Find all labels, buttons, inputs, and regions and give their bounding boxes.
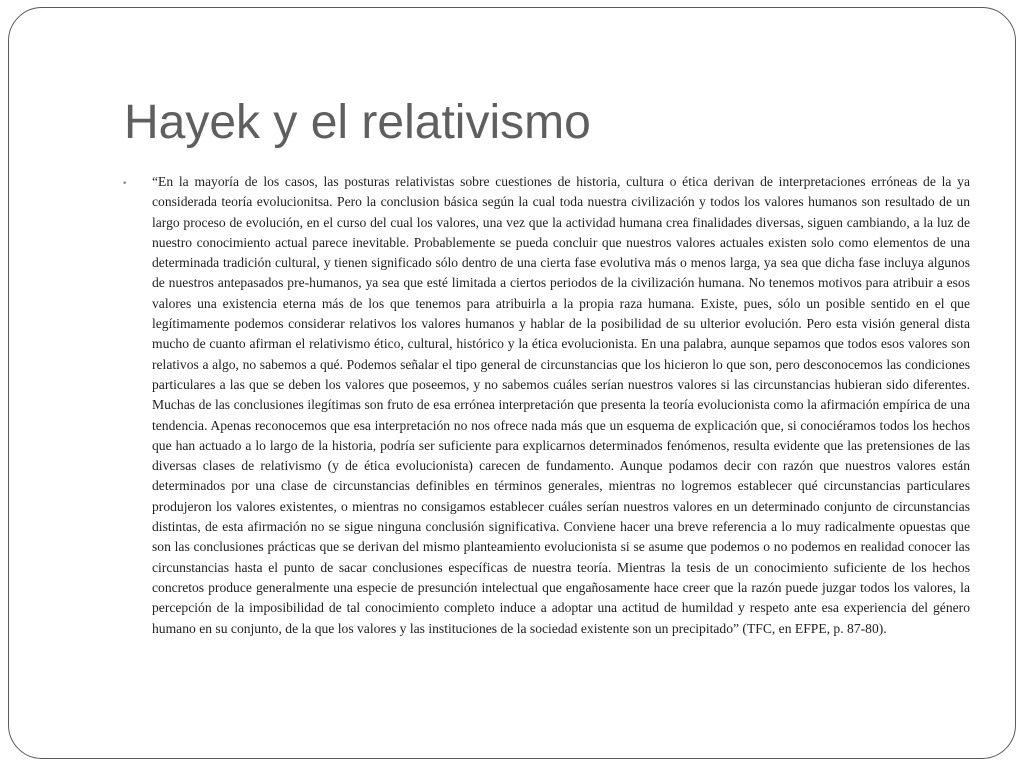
slide-frame <box>8 7 1016 759</box>
bullet-marker: • <box>122 179 128 189</box>
slide-title: Hayek y el relativismo <box>124 96 591 149</box>
quote-paragraph: “En la mayoría de los casos, las posturas relativistas sobre cuestiones de historia, cultura o ética derivan de interpretaciones erróneas de la ya considerada teoría evolucionitsa. Pero la conclusion básica según la cual toda nuestra civilización y todos los valores humanos son resultado de un largo proceso de evolución, en el curso del cual los valores, una vez que la actividad humana crea finalidades diversas, siguen cambiando, a la luz de nuestro conocimiento actual parece inevitable. Probablemente se pueda concluir que nuestros valores actuales existen solo como elementos de una determinada tradición cultural, y tienen significado sólo dentro de una cierta fase evolutiva más o menos larga, ya sea que dicha fase incluya algunos de nuestros antepasados pre-humanos, ya sea que esté limitada a ciertos periodos de la civilización humana. No tenemos motivos para atribuir a esos valores una existencia eterna más de los que tenemos para atribuirla a la propia raza humana. Existe, pues, sólo un posible sentido en el que legítimamente podemos considerar relativos los valores humanos y hablar de la posibilidad de su ulterior evolución. Pero esta visión general dista mucho de cuanto afirman el relativismo ético, cultural, histórico y la ética evolucionista. En una palabra, aunque sepamos que todos esos valores son relativos a algo, no sabemos a qué. Podemos señalar el tipo general de circunstancias que los hicieron lo que son, pero desconocemos las condiciones particulares a las que se deben los valores que poseemos, y no sabemos cuáles serían nuestros valores si las circunstancias hubieran sido diferentes. Muchas de las conclusiones ilegítimas son fruto de esa errónea interpretación que presenta la teoría evolucionista como la afirmación empírica de una tendencia. Apenas reconocemos que esa interpretación no nos ofrece nada más que un esquema de explicación que, si conociéramos todos los hechos que han actuado a lo largo de la historia, podría ser suficiente para explicarnos determinados fenómenos, resulta evidente que las pretensiones de las diversas clases de relativismo (y de ética evolucionista) carecen de fundamento. Aunque podamos decir con razón que nuestros valores están determinados por una clase de circunstancias definibles en términos generales, mientras no logremos establecer qué circunstancias particulares produjeron los valores existentes, o mientras no consigamos establecer cuáles serían nuestros valores en un determinado conjunto de circunstancias distintas, de esta afirmación no se sigue ninguna conclusión significativa. Conviene hacer una breve referencia a lo muy radicalmente opuestas que son las conclusiones prácticas que se derivan del mismo planteamiento evolucionista si se asume que podemos o no podemos en realidad conocer las circunstancias hasta el punto de sacar conclusiones específicas de nuestra teoría. Mientras la tesis de un conocimiento suficiente de los hechos concretos produce generalmente una especie de presunción intelectual que engañosamente hace creer que la razón puede juzgar todos los valores, la percepción de la imposibilidad de tal conocimiento completo induce a adoptar una actitud de humildad y respeto ante esa experiencia del género humano en su conjunto, de la que los valores y las instituciones de la sociedad existente son un precipitado” (TFC, en EFPE, p. 87-80). <box>152 174 970 636</box>
